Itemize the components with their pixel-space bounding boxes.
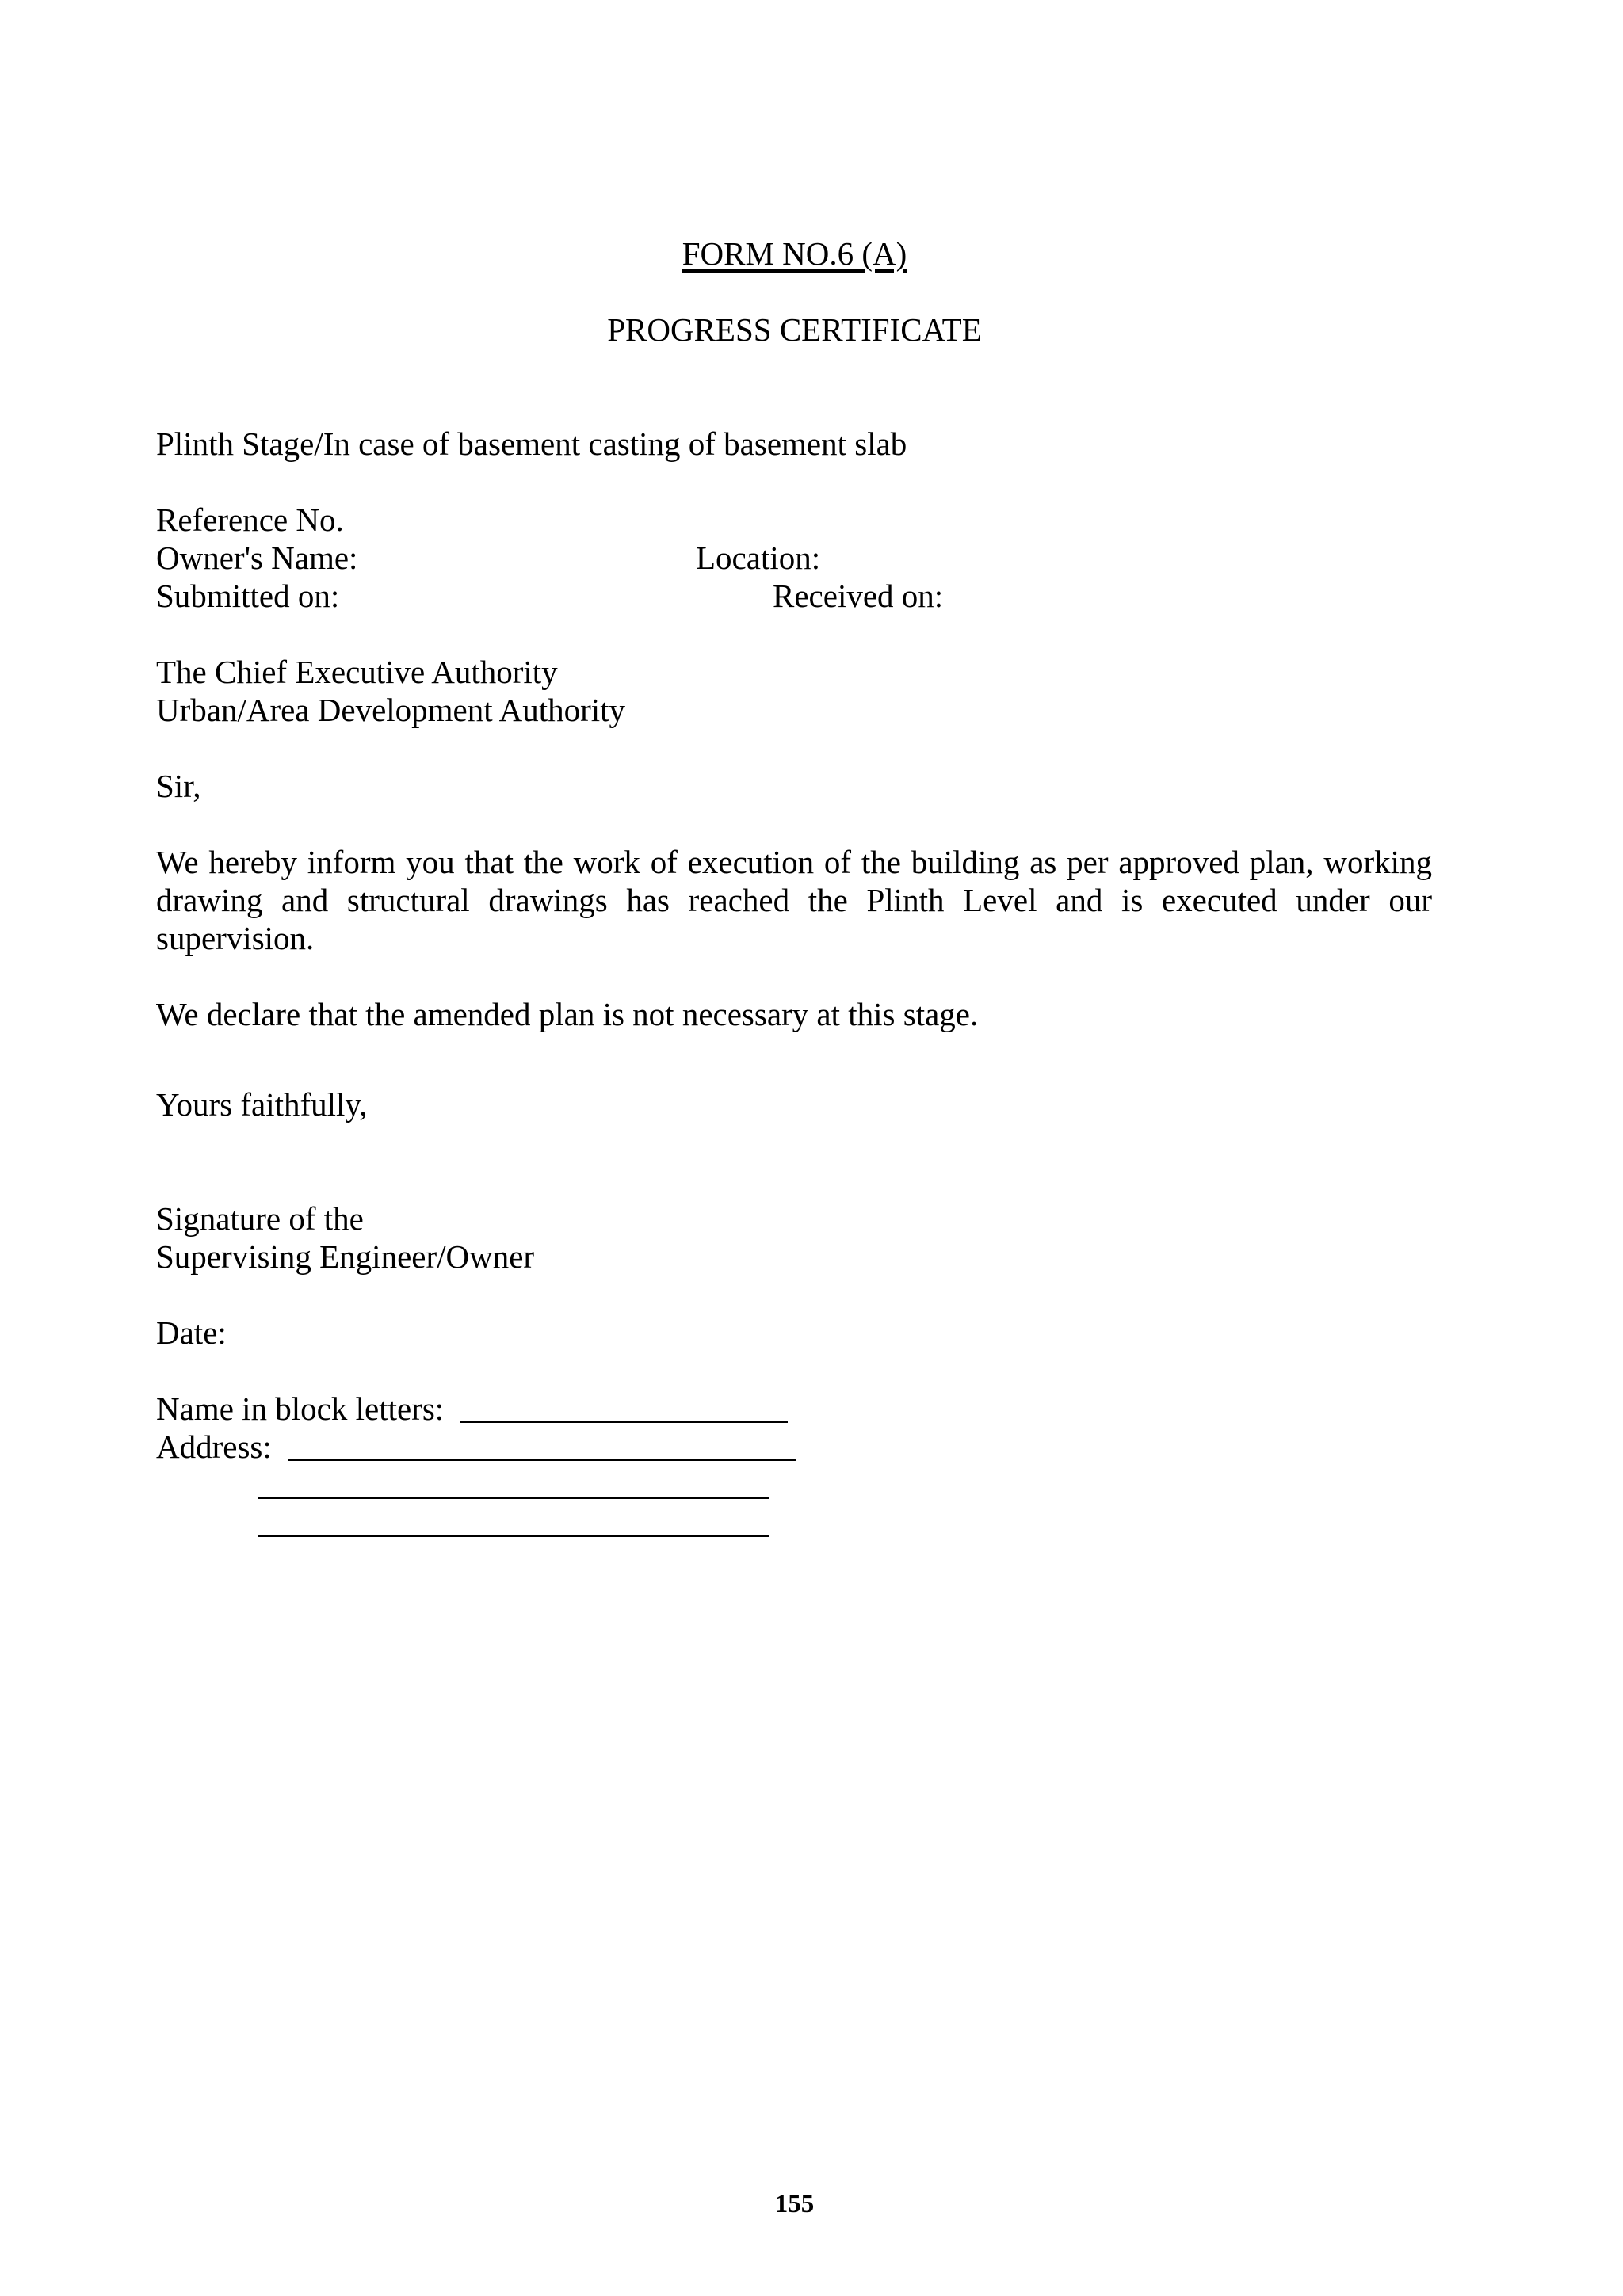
page-number: 155	[774, 2190, 815, 2218]
body-paragraph-1-line-2: drawing and structural drawings has reached the Plinth Level and is executed under our	[156, 882, 1432, 918]
submitted-on-label: Submitted on:	[156, 578, 340, 614]
date-label: Date:	[156, 1314, 227, 1351]
name-blank-line	[460, 1393, 788, 1423]
addressee-line-1: The Chief Executive Authority	[156, 654, 558, 690]
body-paragraph-1	[156, 843, 1432, 957]
certificate-title: PROGRESS CERTIFICATE	[607, 311, 982, 348]
location-label: Location:	[696, 540, 821, 576]
body-paragraph-2: We declare that the amended plan is not necessary at this stage.	[156, 996, 979, 1032]
address-blank-line-2	[258, 1469, 769, 1499]
address-row-3	[258, 1504, 769, 1542]
name-block-letters-label: Name in block letters:	[156, 1390, 445, 1427]
body-paragraph-1-line-1: We hereby inform you that the work of execution of the building as per approved plan, working	[156, 844, 1432, 880]
address-blank-line-1	[288, 1431, 796, 1461]
address-row-2	[258, 1466, 769, 1504]
owners-name-label: Owner's Name:	[156, 540, 358, 576]
salutation: Sir,	[156, 768, 201, 804]
address-label: Address:	[156, 1428, 272, 1465]
address-row	[156, 1428, 796, 1466]
signature-line-1: Signature of the	[156, 1200, 364, 1237]
name-block-letters-row	[156, 1390, 788, 1428]
body-paragraph-1-line-3: supervision.	[156, 920, 315, 956]
address-blank-line-3	[258, 1507, 769, 1537]
reference-no-label: Reference No.	[156, 502, 344, 538]
addressee-line-2: Urban/Area Development Authority	[156, 692, 626, 728]
signature-line-2: Supervising Engineer/Owner	[156, 1238, 535, 1275]
received-on-label: Received on:	[773, 578, 944, 614]
form-number: FORM NO.6 (A)	[682, 235, 907, 272]
closing: Yours faithfully,	[156, 1086, 368, 1123]
stage-description: Plinth Stage/In case of basement casting of basement slab	[156, 425, 907, 462]
